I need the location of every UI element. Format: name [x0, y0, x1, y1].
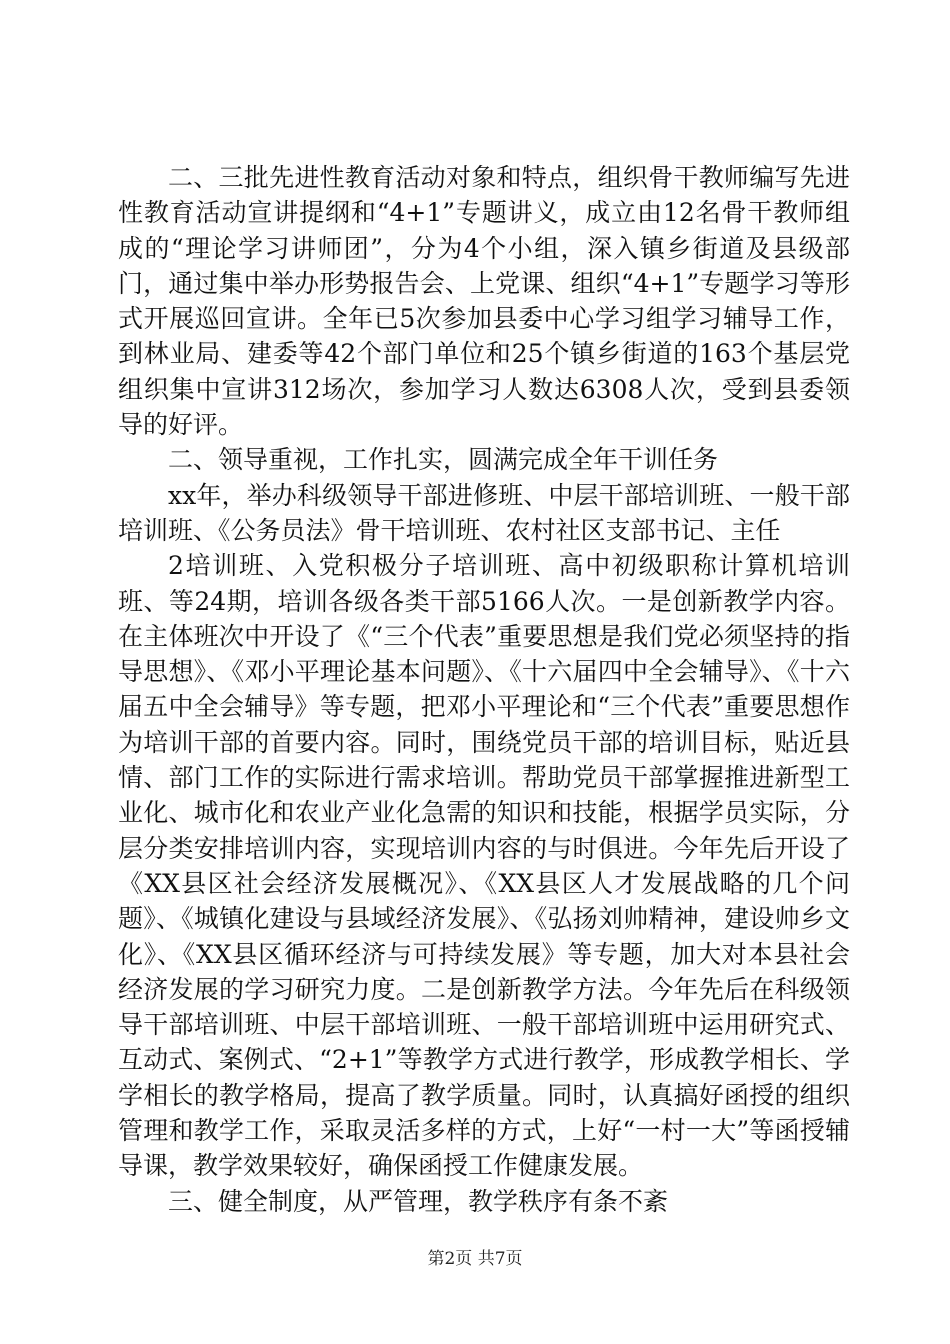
- document-body: [118, 160, 850, 1219]
- paragraph-outreach-lectures: 二、三批先进性教育活动对象和特点，组织骨干教师编写先进性教育活动宣讲提纲和“4+1”专题讲义，成立由12名骨干教师组成的“理论学习讲师团”，分为4个小组，深入镇乡街道及县级部门，通过集中举办形势报告会、上党课、组织“4+1”专题学习等形式开展巡回宣讲。全年已5次参加县委中心学习组学习辅导工作，到林业局、建委等42个部门单位和25个镇乡街道的163个基层党组织集中宣讲312场次，参加学习人数达6308人次，受到县委领导的好评。: [118, 163, 850, 440]
- heading-section-two: 二、领导重视，工作扎实，圆满完成全年干训任务: [168, 445, 719, 475]
- heading-section-three: 三、健全制度，从严管理，教学秩序有条不紊: [168, 1186, 669, 1216]
- paragraph-teaching-innovation: 2培训班、入党积极分子培训班、高中初级职称计算机培训班、等24期，培训各级各类干部5166人次。一是创新教学内容。在主体班次中开设了《“三个代表”重要思想是我们党必须坚持的指导思想》、《邓小平理论基本问题》、《十六届四中全会辅导》、《十六届五中全会辅导》等专题，把邓小平理论和“三个代表”重要思想作为培训干部的首要内容。同时，围绕党员干部的培训目标，贴近县情、部门工作的实际进行需求培训。帮助党员干部掌握推进新型工业化、城市化和农业产业化急需的知识和技能，根据学员实际，分层分类安排培训内容，实现培训内容的与时俱进。今年先后开设了《XX县区社会经济发展概况》、《XX县区人才发展战略的几个问题》、《城镇化建设与县域经济发展》、《弘扬刘帅精神，建设帅乡文化》、《XX县区循环经济与可持续发展》等专题，加大对本县社会经济发展的学习研究力度。二是创新教学方法。今年先后在科级领导干部培训班、中层干部培训班、一般干部培训班中运用研究式、互动式、案例式、“2+1”等教学方式进行教学，形成教学相长、学学相长的教学格局，提高了教学质量。同时，认真搞好函授的组织管理和教学工作，采取灵活多样的方式，上好“一村一大”等函授辅导课，教学效果较好，确保函授工作健康发展。: [118, 551, 850, 1181]
- paragraph-training-classes: xx年，举办科级领导干部进修班、中层干部培训班、一般干部培训班、《公务员法》骨干培训班、农村社区支部书记、主任: [118, 480, 850, 545]
- page-number-footer: 第2页 共7页: [427, 1249, 523, 1269]
